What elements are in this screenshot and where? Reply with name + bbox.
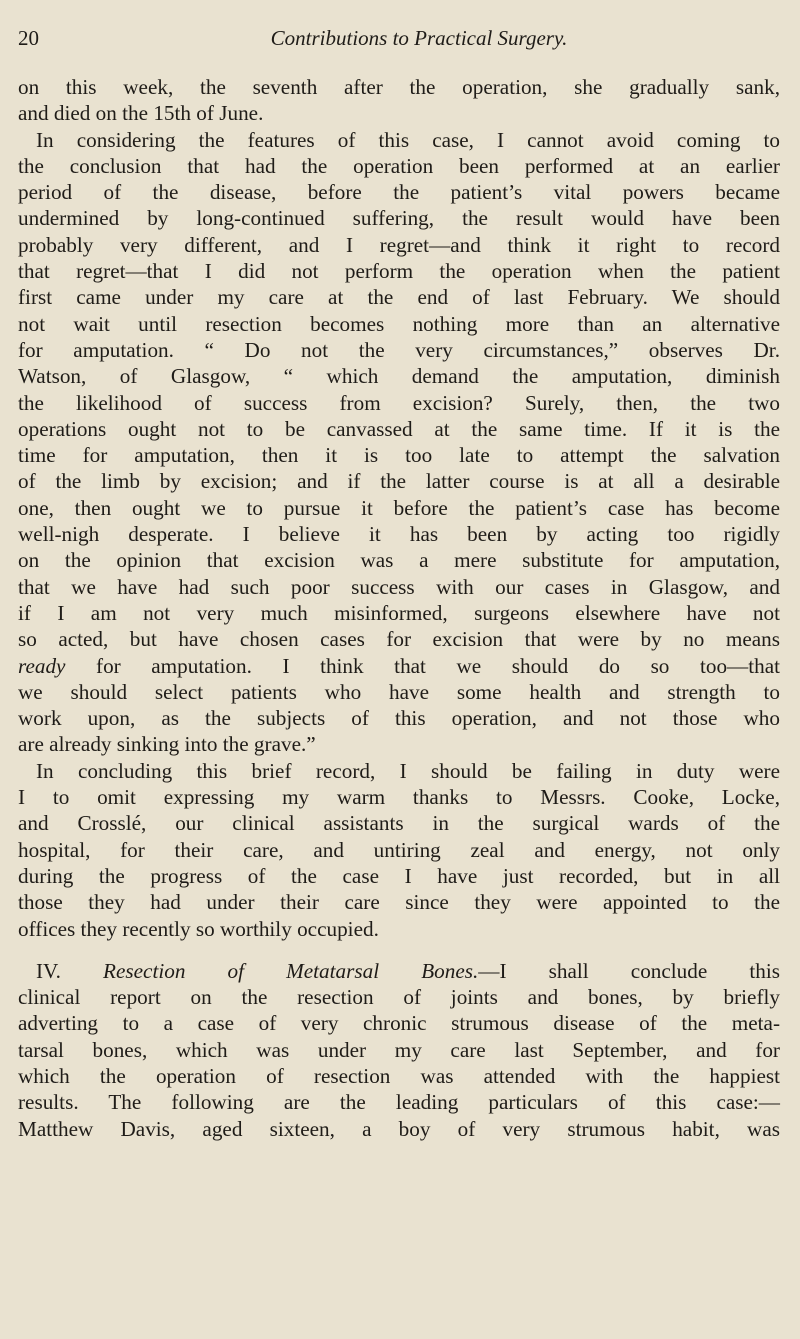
text-line: not wait until resection becomes nothing more than an alternative [18, 311, 780, 336]
text-line: time for amputation, then it is too late to attempt the salvation [18, 443, 780, 468]
emphasis-ready: ready [18, 653, 66, 678]
running-title: Contributions to Practical Surgery. [270, 26, 568, 50]
text-line: tarsal bones, which was under my care last September, and for [18, 1037, 780, 1062]
text-line: if I am not very much misinformed, surgeons elsewhere have not [18, 600, 780, 625]
text-line: the conclusion that had the operation been performed at an earlier [18, 153, 780, 178]
paragraph-1 [18, 74, 780, 127]
text-line-ready-rest: for amputation. I think that we should do so too—that [65, 653, 780, 678]
paragraph-3 [18, 758, 780, 942]
text-line: on the opinion that excision was a mere substitute for amputation, [18, 548, 780, 573]
text-line: we should select patients who have some health and strength to [18, 679, 780, 704]
text-line: of the limb by excision; and if the latter course is at all a desirable [18, 469, 780, 494]
text-line: on this week, the seventh after the operation, she gradually sank, [18, 75, 780, 99]
text-line: the likelihood of success from excision? Surely, then, the two [18, 390, 780, 415]
text-line: well-nigh desperate. I believe it has been by acting too rigidly [18, 522, 780, 547]
body-text [18, 74, 780, 1142]
text-line: operations ought not to be canvassed at the same time. If it is the [18, 416, 780, 441]
text-line: which the operation of resection was attended with the happiest [18, 1063, 780, 1088]
section-heading-rest: —I shall conclude this [478, 958, 780, 983]
running-head [18, 20, 780, 56]
text-line: period of the disease, before the patient’s vital powers became [18, 180, 780, 205]
text-line: probably very different, and I regret—and think it right to record [18, 232, 780, 257]
text-line: first came under my care at the end of last February. We should [18, 285, 780, 310]
text-line: In concluding this brief record, I should be failing in duty were [36, 758, 780, 783]
text-line: Matthew Davis, aged sixteen, a boy of very strumous habit, was [18, 1116, 780, 1141]
paragraph-2 [18, 127, 780, 758]
text-line: that regret—that I did not perform the operation when the patient [18, 259, 780, 284]
text-line: so acted, but have chosen cases for excision that were by no means [18, 627, 780, 652]
text-line: one, then ought we to pursue it before the patient’s case has become [18, 495, 780, 520]
text-line: undermined by long-continued suffering, the result would have been [18, 206, 780, 231]
text-line: hospital, for their care, and untiring zeal and energy, not only [18, 837, 780, 862]
text-line: those they had under their care since they were appointed to the [18, 890, 780, 915]
text-line: adverting to a case of very chronic strumous disease of the meta- [18, 1011, 780, 1036]
text-line: In considering the features of this case, I cannot avoid coming to [36, 127, 780, 152]
section-number: IV. [36, 958, 104, 983]
text-line: are already sinking into the grave.” [18, 732, 316, 757]
page-number: 20 [18, 26, 39, 50]
text-line-ready [18, 653, 780, 679]
text-line: work upon, as the subjects of this operation, and not those who [18, 706, 780, 731]
section-title: Resection of Metatarsal Bones. [103, 958, 479, 983]
text-line: and Crosslé, our clinical assistants in the surgical wards of the [18, 811, 780, 836]
text-line: Watson, of Glasgow, “ which demand the amputation, diminish [18, 364, 780, 389]
paragraph-4 [18, 958, 780, 1142]
section-heading-line [18, 958, 780, 984]
text-line: during the progress of the case I have just recorded, but in all [18, 863, 780, 888]
text-line: results. The following are the leading particulars of this case:— [18, 1090, 780, 1115]
text-line: clinical report on the resection of joints and bones, by briefly [18, 985, 780, 1010]
text-line: and died on the 15th of June. [18, 101, 264, 126]
text-line: that we have had such poor success with our cases in Glasgow, and [18, 574, 780, 599]
section-gap [18, 942, 780, 958]
text-line: I to omit expressing my warm thanks to Messrs. Cooke, Locke, [18, 785, 780, 810]
text-line: offices they recently so worthily occupied. [18, 916, 379, 941]
text-line: for amputation. “ Do not the very circumstances,” observes Dr. [18, 337, 780, 362]
